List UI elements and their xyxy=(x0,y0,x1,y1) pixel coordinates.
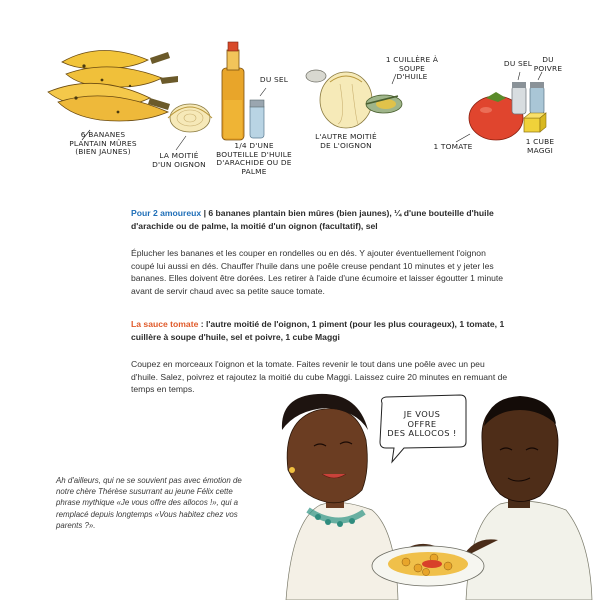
label-salt-left: DU SEL xyxy=(259,75,289,84)
servings-separator: | xyxy=(201,208,209,218)
label-bananas: 6 BANANES PLANTAIN MÛRES (BIEN JAUNES) xyxy=(69,130,137,156)
label-spoon-oil: 1 CUILLÈRE À SOUPE D'HUILE xyxy=(385,55,439,81)
sauce-heading: La sauce tomate xyxy=(131,319,199,329)
onion-half-drawing xyxy=(168,104,212,150)
label-onion-half: LA MOITIÉ D'UN OIGNON xyxy=(152,151,206,169)
ingredients-list: 6 bananes plantain bien mûres (bien jaunes), ¼ d'une bouteille d'huile d'arachide ou de palme, la moitié d'un oignon (facultatif), sel xyxy=(131,208,494,231)
servings-heading: Pour 2 amoureux xyxy=(131,208,202,218)
ingredients-paragraph xyxy=(131,207,511,232)
speech-bubble-text: JE VOUS OFFRE DES ALLOCOS ! xyxy=(387,409,457,439)
label-oil-bottle: 1/4 D'UNE BOUTEILLE D'HUILE D'ARACHIDE OU DE PALME xyxy=(216,141,292,176)
man-character-drawing xyxy=(466,396,592,600)
label-maggi: 1 CUBE MAGGI xyxy=(525,137,555,155)
instructions-paragraph: Éplucher les bananes et les couper en rondelles ou en dés. Y ajouter éventuellement l'oignon coupé lui aussi en dés. Chauffer l'huile dans une poêle creuse pendant 10 minutes et y jeter les bananes. Elles doivent être dorées. Les retirer à l'aide d'une écumoire et laisser égoutter 1 minute avant de servir chaud avec sa petite sauce tomate. xyxy=(131,248,504,296)
sauce-separator: : xyxy=(198,319,206,329)
label-other-onion: L'AUTRE MOITIÉ DE L'OIGNON xyxy=(315,132,377,150)
plantain-bananas-drawing xyxy=(48,50,178,140)
sauce-ingredients-list: l'autre moitié de l'oignon, 1 piment (pour les plus courageux), 1 tomate, 1 cuillère à soupe d'huile, sel et poivre, 1 cube Maggi xyxy=(131,319,505,342)
sauce-ingredients-paragraph xyxy=(131,318,511,343)
salt-shaker-drawing xyxy=(250,88,266,138)
oil-bottle-drawing xyxy=(222,42,244,140)
maggi-cube-drawing xyxy=(524,113,546,132)
label-tomato: 1 TOMATE xyxy=(433,142,473,151)
anecdote-text: Ah d'ailleurs, qui ne se souvient pas avec émotion de notre chère Thérèse susurrant au jeune Félix cette phrase mythique «Je vous offre des allocos !», qui a remplacé depuis longtemps «Vous habitez chez vos parents ?». xyxy=(56,476,242,530)
sauce-instructions-paragraph: Coupez en morceaux l'oignon et la tomate. Faites revenir le tout dans une poêle avec un peu d'huile. Salez, poivrez et rajoutez la moitié du cube Maggi. Laissez cuire 20 minutes en remuant de temps en temps. xyxy=(131,359,508,395)
salt-pepper-shakers-drawing xyxy=(512,72,544,114)
label-salt-right: DU SEL xyxy=(503,59,533,68)
label-pepper: DU POIVRE xyxy=(533,55,563,73)
